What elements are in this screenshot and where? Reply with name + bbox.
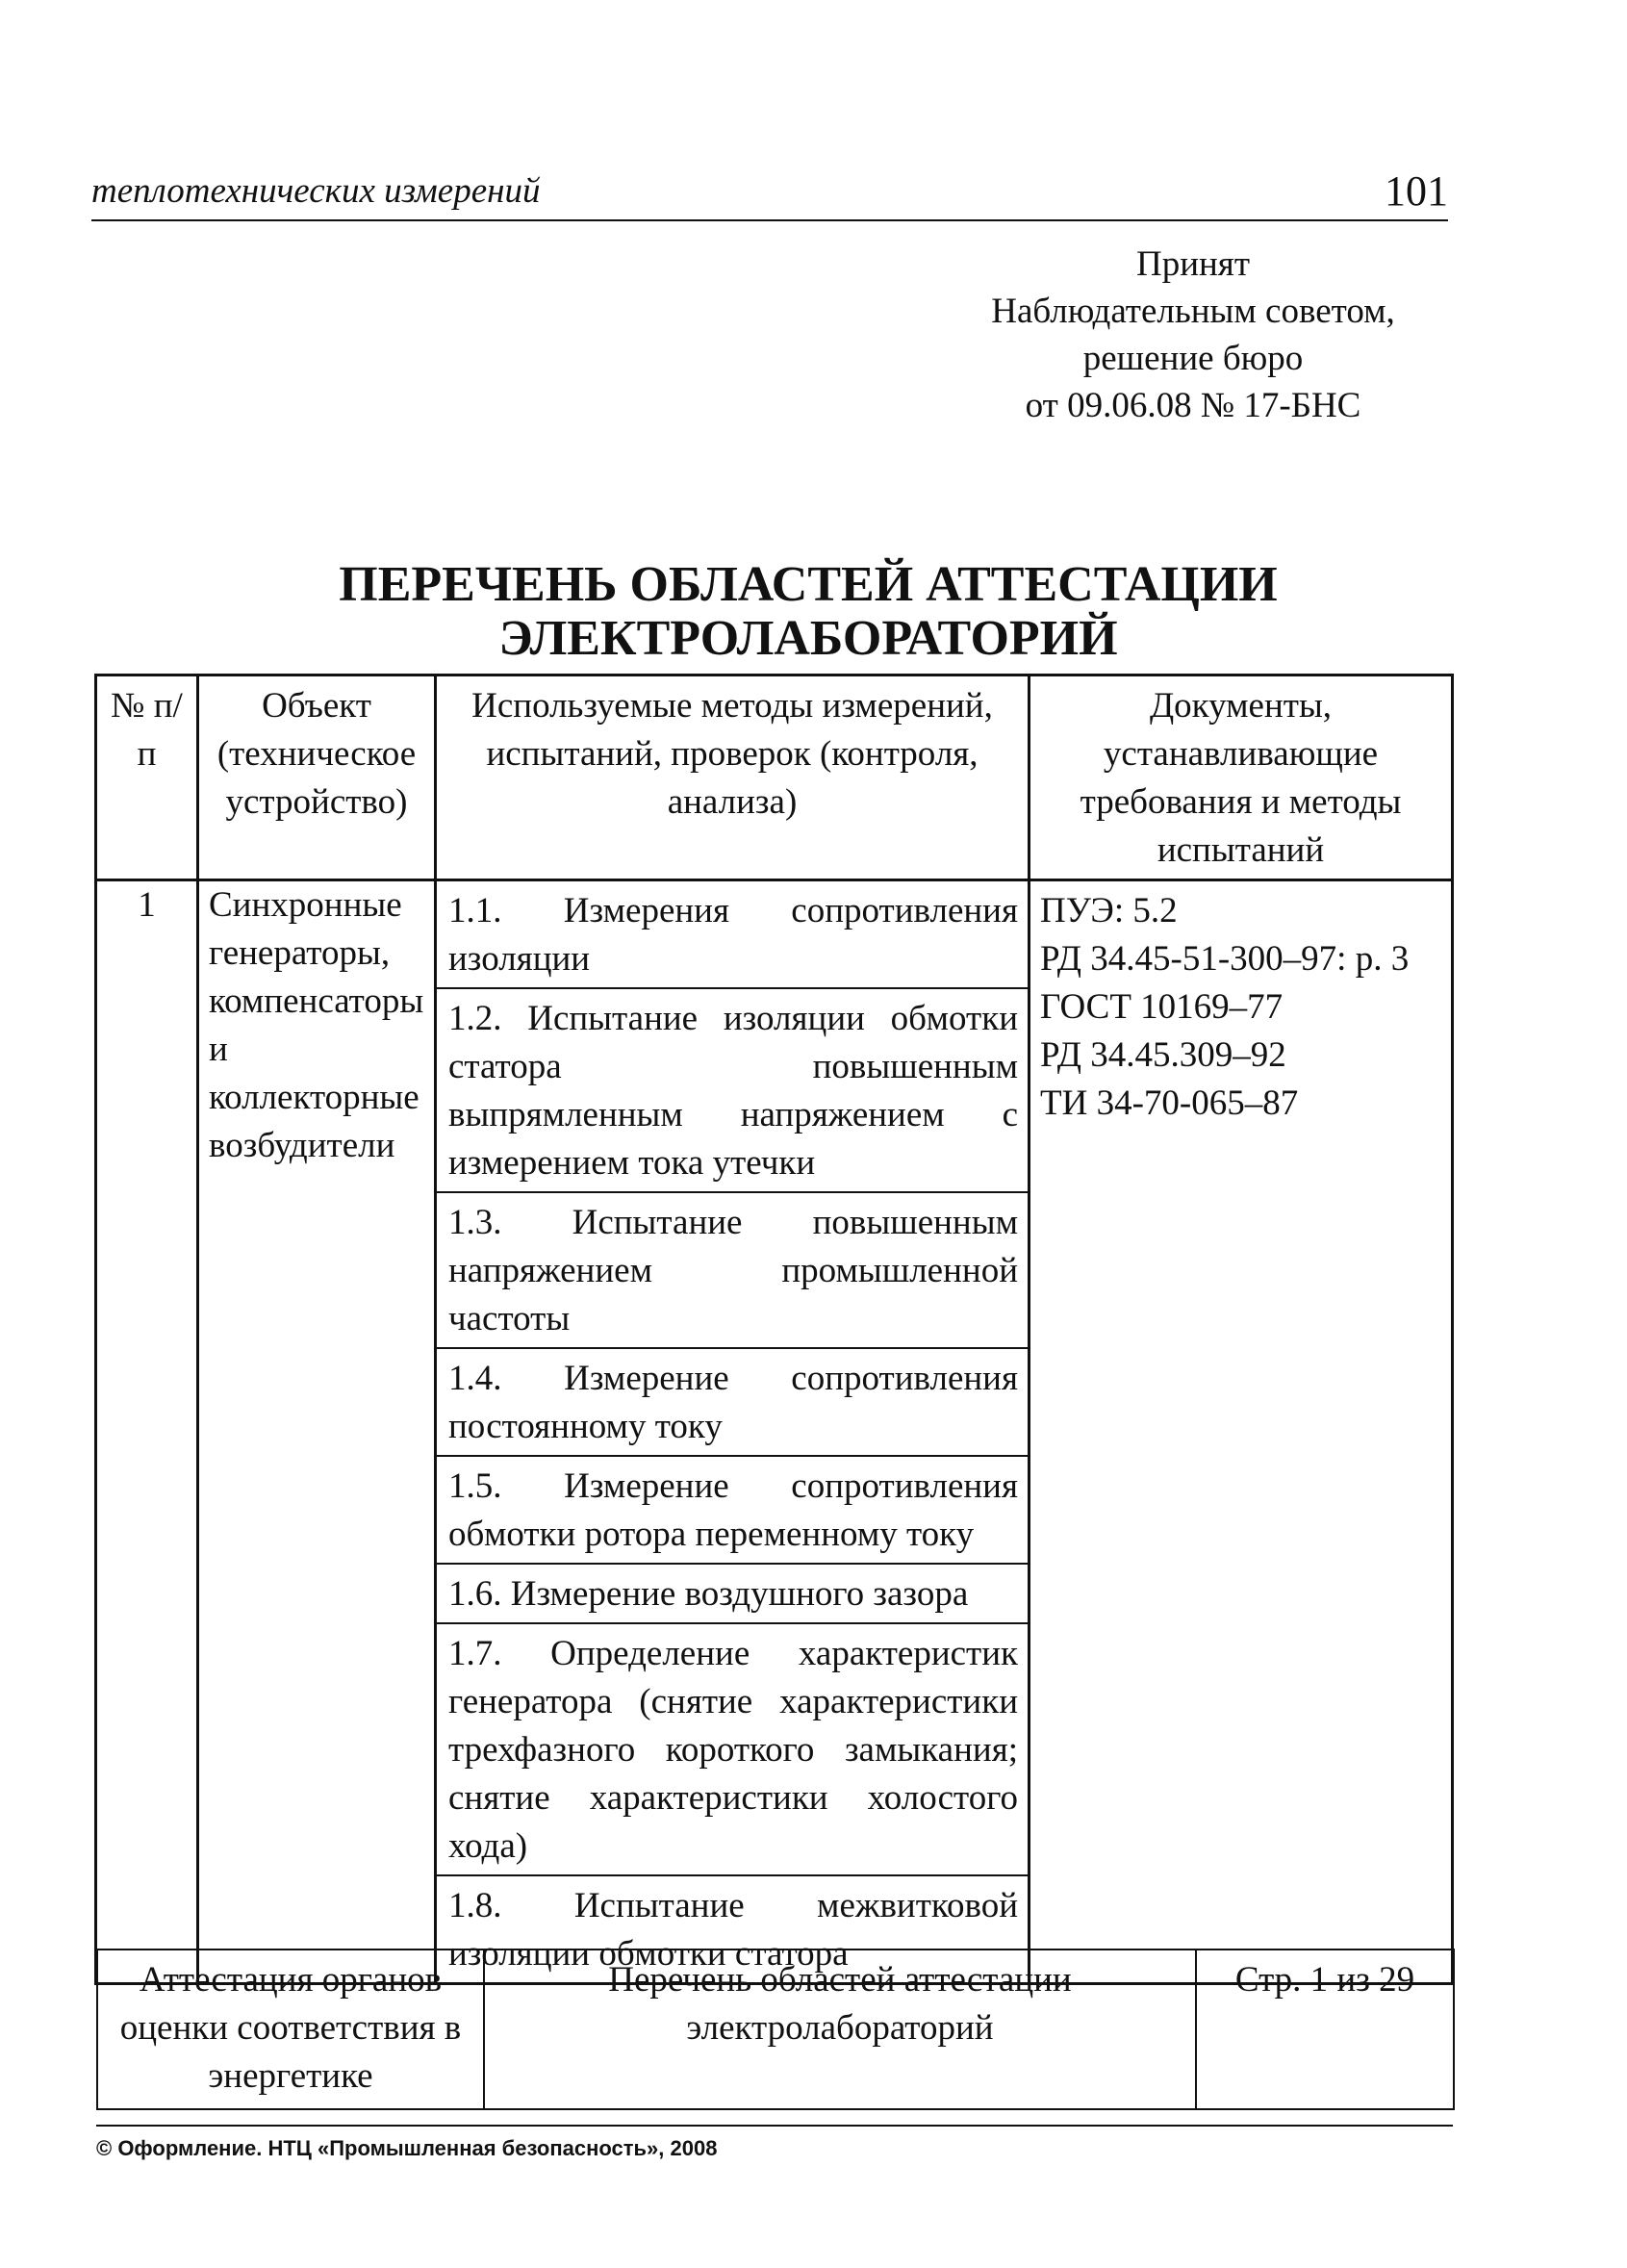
method-item: 1.4. Измерение сопротивления постоянному току: [437, 1349, 1028, 1457]
table-header-row: [96, 675, 1453, 880]
row-object: [198, 880, 436, 1984]
copyright-divider: [96, 2125, 1453, 2127]
running-title: теплотехнических измерений: [91, 171, 541, 211]
footer-row: [97, 1949, 1454, 2109]
document-ref: ТИ 34-70-065–87: [1040, 1083, 1299, 1123]
document-ref: РД 34.45.309–92: [1040, 1035, 1286, 1075]
approval-line: Наблюдательным советом,: [991, 292, 1395, 331]
footer-center: Перечень областей аттестации электролабораторий: [484, 1949, 1196, 2109]
document-title: [91, 558, 1525, 666]
title-line-2: ЭЛЕКТРОЛАБОРАТОРИЙ: [498, 611, 1118, 666]
running-header: [91, 164, 1448, 221]
method-item: 1.7. Определение характеристик генератора (снятие характеристики трехфазного короткого замыкания; снятие характеристики холостого хода): [437, 1624, 1028, 1876]
title-line-1: ПЕРЕЧЕНЬ ОБЛАСТЕЙ АТТЕСТАЦИИ: [339, 557, 1278, 612]
document-ref: ГОСТ 10169–77: [1040, 987, 1284, 1027]
page-number: 101: [1385, 167, 1448, 215]
header-documents: Документы, устанавливающие требования и методы испытаний: [1030, 675, 1453, 880]
method-item: 1.8. Испытание межвитковой изоляции обмотки статора: [448, 1886, 1018, 1974]
footer-left: Аттестация органов оценки соответствия в энергетике: [97, 1949, 484, 2109]
method-item: 1.5. Измерение сопротивления обмотки ротора переменному току: [437, 1457, 1028, 1565]
approval-line: Принят: [1135, 244, 1250, 284]
approval-line: решение бюро: [1082, 339, 1304, 378]
method-item: 1.2. Испытание изоляции обмотки статора повышенным выпрямленным напряжением с измерением тока утечки: [437, 989, 1028, 1193]
method-item: 1.1. Измерения сопротивления изоляции: [437, 881, 1028, 989]
header-object: Объект (техническое устройство): [198, 675, 436, 880]
method-item: 1.6. Измерение воздушного зазора: [437, 1565, 1028, 1624]
approval-line: от 09.06.08 № 17-БНС: [1025, 386, 1361, 425]
row-methods: [436, 880, 1030, 1984]
approval-block: [924, 241, 1462, 429]
object-text: Синхронные генераторы, компенсаторы и коллекторные возбудители: [209, 885, 424, 1165]
copyright-text: © Оформление. НТЦ «Промышленная безопасность», 2008: [96, 2136, 718, 2160]
document-ref: РД 34.45-51-300–97: р. 3: [1040, 939, 1410, 979]
document-ref: ПУЭ: 5.2: [1040, 891, 1178, 930]
method-item: 1.3. Испытание повышенным напряжением промышленной частоты: [437, 1193, 1028, 1349]
header-methods: Используемые методы измерений, испытаний, проверок (контроля, анализа): [436, 675, 1030, 880]
attestation-table: [94, 674, 1454, 1985]
header-num: № п/п: [96, 675, 198, 880]
row-documents: [1030, 880, 1453, 1984]
table-row: [96, 880, 1453, 1984]
row-num: 1: [96, 880, 198, 1984]
footer-table: [96, 1949, 1455, 2110]
footer-right: Стр. 1 из 29: [1196, 1949, 1454, 2109]
